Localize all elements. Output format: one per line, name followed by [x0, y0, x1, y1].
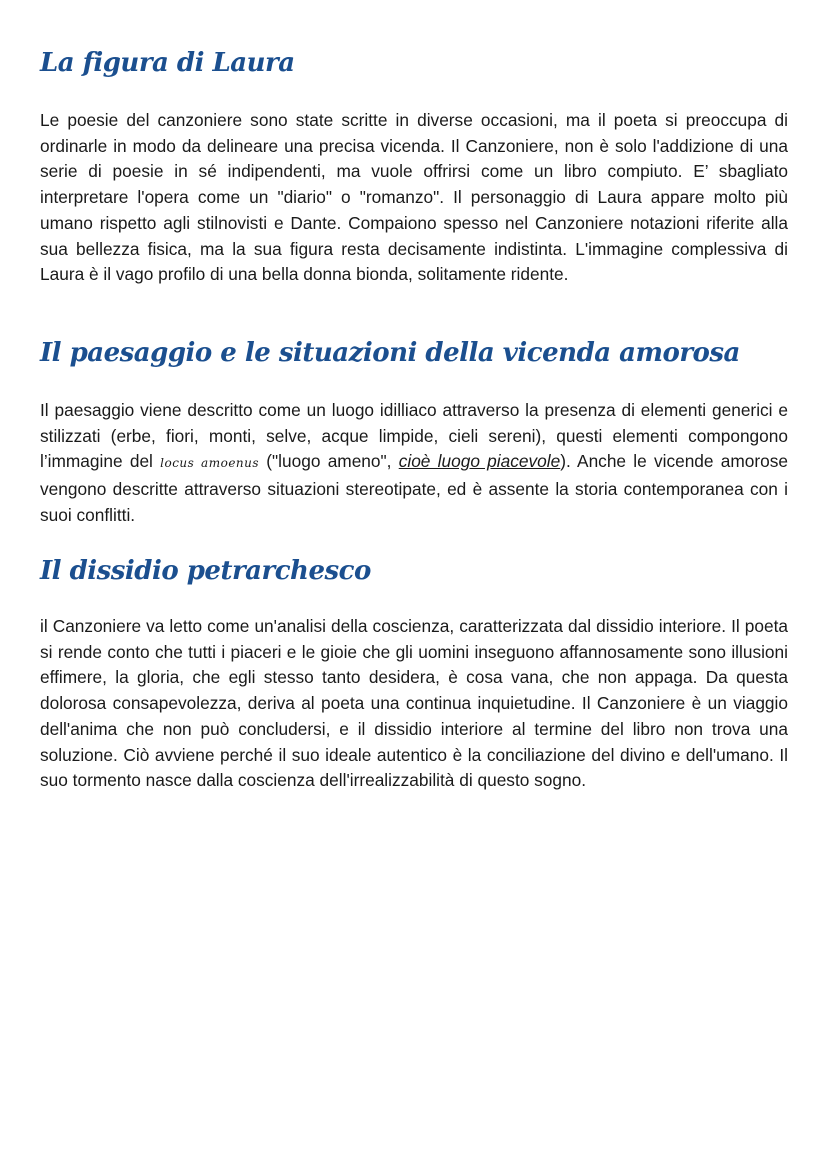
- heading-paesaggio: Il paesaggio e le situazioni della vicenda amorosa: [40, 338, 740, 368]
- heading-la-figura-di-laura: La figura di Laura: [40, 48, 295, 78]
- heading-dissidio-petrarchesco: Il dissidio petrarchesco: [40, 556, 371, 586]
- paesaggio-text-mid: ("luogo ameno",: [259, 451, 399, 472]
- paragraph-paesaggio: [40, 398, 788, 529]
- gloss-luogo-piacevole: cioè luogo piacevole: [398, 451, 561, 472]
- locus-amoenus-term: locus amoenus: [160, 456, 260, 471]
- paesaggio-text-before: Il paesaggio viene descritto come un luogo idilliaco attraverso la presenza di elementi generici e stilizzati (erbe, fiori, monti, selve, acque limpide, cieli sereni), questi elementi compongono l’immagine del: [40, 400, 788, 472]
- paesaggio-text-after: ). Anche le vicende amorose vengono descritte attraverso situazioni stereotipate, ed è assente la storia contemporanea con i suoi conflitti.: [40, 451, 789, 525]
- paragraph-la-figura-di-laura: Le poesie del canzoniere sono state scritte in diverse occasioni, ma il poeta si preoccupa di ordinarle in modo da delineare una precisa vicenda. Il Canzoniere, non è solo l'addizione di una serie di poesie in sé indipendenti, ma vuole offrirsi come un libro compiuto. E’ sbagliato interpretare l'opera come un "diario" o "romanzo". Il personaggio di Laura appare molto più umano rispetto agli stilnovisti e Dante. Compaiono spesso nel Canzoniere notazioni riferite alla sua bellezza fisica, ma la sua figura resta decisamente indistinta. L'immagine complessiva di Laura è il vago profilo di una bella donna bionda, solitamente ridente.: [40, 110, 788, 285]
- paragraph-dissidio: il Canzoniere va letto come un'analisi della coscienza, caratterizzata dal dissidio interiore. Il poeta si rende conto che tutti i piaceri e le gioie che gli uomini inseguono affannosamente sono illusioni effimere, la gloria, che egli stesso tanto desidera, è cosa vana, che non appaga. Da questa dolorosa consapevolezza, deriva al poeta una continua inquietudine. Il Canzoniere è un viaggio dell'anima che non può concludersi, e il dissidio interiore al termine del libro non trova una soluzione. Ciò avviene perché il suo ideale autentico è la conciliazione del divino e dell'umano. Il suo tormento nasce dalla coscienza dell'irrealizzabilità di questo sogno.: [40, 616, 788, 791]
